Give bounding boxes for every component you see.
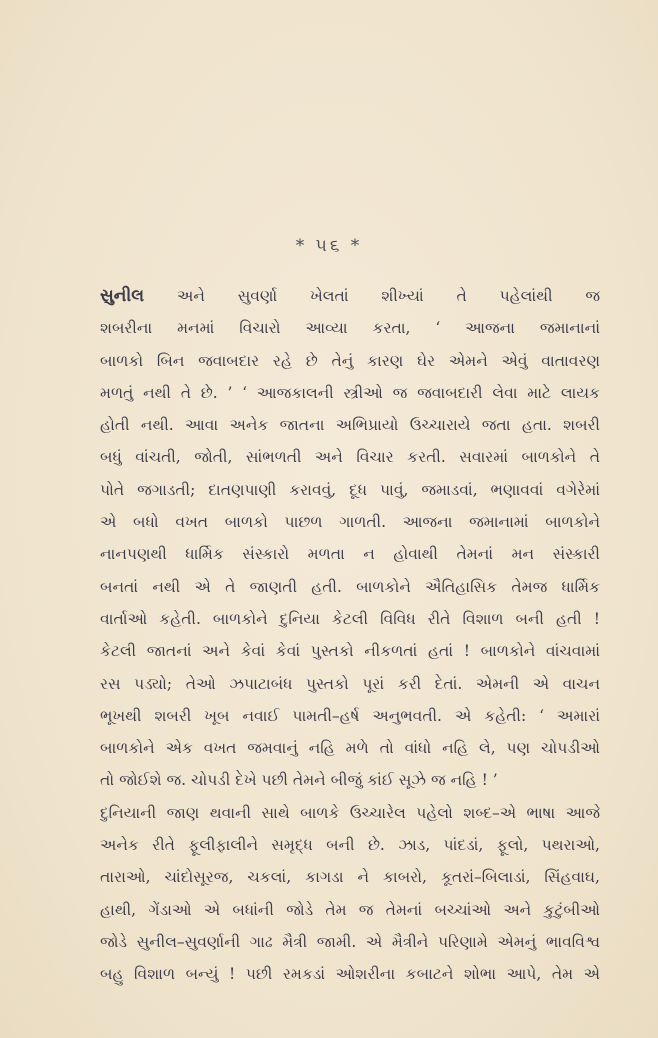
text-line-3: બાળકો બિન જવાબદાર રહે છે તેનું કારણ ઘેર એમને એવું વાતાવરણ	[100, 351, 600, 370]
text-line-17: દુનિયાની જાણ થવાની સાથે બાળકે ઉચ્ચારેલ પહેલો શબ્દ–એ ભાષા આજે	[100, 803, 600, 822]
text-line-7: પોતે જગાડતી; દાતણપાણી કરાવવું, દૂધ પાવું, જમાડવાં, ભણાવવાં વગેરેમાં	[100, 480, 600, 499]
text-line-11: વાર્તાઓ કહેતી. બાળકોને દુનિયા કેટલી વિવિધ રીતે વિશાળ બની હતી !	[100, 609, 600, 628]
text-line-8: એ બધો વખત બાળકો પાછળ ગાળતી. આજના જમાનામાં બાળકોને	[100, 513, 600, 532]
text-line-9: નાનપણથી ધાર્મિક સંસ્કારો મળતા ન હોવાથી તેમનાં મન સંસ્કારી	[100, 545, 600, 564]
text-line-1: સુનીલ અને સુવર્ણા ખેલતાં શીખ્યાં તે પહેલાંથી જ	[100, 286, 600, 306]
page-number: * ૫૬ *	[295, 236, 363, 256]
first-word: સુનીલ	[100, 286, 145, 306]
text-line-2: શબરીના મનમાં વિચારો આવ્યા કરતા, ‘ આજના જમાનાનાં	[100, 319, 600, 338]
text-line-5: હોતી નથી. આવા અનેક જાતના અભિપ્રાયો ઉચ્ચારાયે જતા હતા. શબરી	[100, 416, 600, 435]
text-line-14: ભૂખથી શબરી ખૂબ નવાઈ પામતી–હર્ષ અનુભવતી. એ કહેતી: ‘ અમારાં	[100, 706, 600, 725]
text-line-19: તારાઓ, ચાંદોસૂરજ, ચકલાં, કાગડા ને કાબરો, કૂતરાં–બિલાડાં, સિંહવાઘ,	[100, 868, 600, 887]
text-line-22: બહુ વિશાળ બન્યું ! પછી રમકડાં ઓશરીના કબાટને શોભા આપે, તેમ એ	[100, 965, 600, 984]
text-line-20: હાથી, ગેંડાઓ એ બધાંની જોડે તેમ જ તેમનાં બચ્ચાંઓ અને કુટુંબીઓ	[100, 900, 600, 919]
text-line-4: મળતું નથી તે છે. ’ ‘ આજકાલની સ્ત્રીઓ જ જવાબદારી લેવા માટે લાયક	[100, 383, 600, 402]
text-line-21: જોડે સુનીલ–સુવર્ણાની ગાઢ મૈત્રી જામી. એ મૈત્રીને પરિણામે એમનું ભાવવિશ્વ	[100, 932, 600, 951]
text-line-6: બધું વાંચતી, જોતી, સાંભળતી અને વિચાર કરતી. સવારમાં બાળકોને તે	[100, 448, 600, 467]
text-line-16: તો જોઈશે જ. ચોપડી દેખે પછી તેમને બીજું કાંઈ સૂઝે જ નહિ ! ’	[100, 771, 498, 790]
text-line-13: રસ પડ્યો; તેઓ ઝપાટાબંધ પુસ્તકો પૂરાં કરી દેતાં. એમની એ વાચન	[100, 674, 600, 693]
text-line-10: બનતાં નથી એ તે જાણતી હતી. બાળકોને ઐતિહાસિક તેમજ ધાર્મિક	[100, 577, 600, 596]
body-text	[100, 280, 600, 991]
text-line-12: કેટલી જાતનાં અને કેવાં કેવાં પુસ્તકો નીકળતાં હતાં ! બાળકોને વાંચવામાં	[100, 642, 600, 661]
text-line-18: અનેક રીતે ફૂલીફાલીને સમૃદ્ધ બની છે. ઝાડ, પાંદડાં, ફૂલો, પથરાઓ,	[100, 836, 600, 855]
text-line-15: બાળકોને એક વખત જમવાનું નહિ મળે તો વાંધો નહિ લે, પણ ચોપડીઓ	[100, 739, 600, 758]
